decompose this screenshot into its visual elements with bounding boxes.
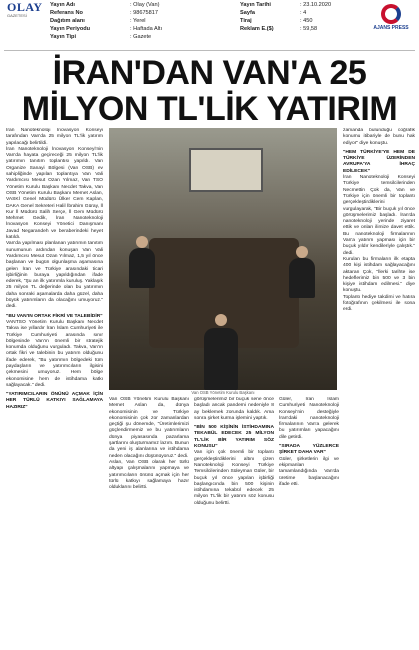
- meta-right: [240, 1, 331, 33]
- photo-person: [129, 248, 155, 288]
- meeting-photo: [109, 128, 337, 390]
- paragraph: Van OSB Yönetim Kurulu Başkanı Memet Aslan da, dünya ekonomisinin ve Türkiye ekonomisinin çok zor zamanlardan geçtiği şu dönemde, "Üretimlerimizi güçlendirmemiz ve bu yatırımların dünya piyasasında pazarlama şartlarını oluşturmamız lazım. Bunun da yeni iş alanlarına ve istihdama neden olacağını düşünüyoruz." dedi.: [109, 397, 189, 459]
- paragraph: Aslan, Van OSB olarak her türlü altyapı çalışmalarını yapmaya ve yatırımcıların önünü açmak için her türlü katkıyı sağlamaya hazır olduklarını belirtti.: [109, 459, 189, 491]
- photo-caption: Van OSB Yönetim Kurulu Başkanı: [191, 390, 255, 395]
- paragraph: Van'da yapılması planlanan yatırımın tanıtım sunumunun ardından konuşan Van Vali Yardımcısı Mesut Ozan Yılmaz, 1,5 yıl önce başlanan ve bugün olgunlaşma aşamasına gelen İran ve Türkiye arasındaki ticari işbirliğinin buraya yapıldığından ifade ederek, "Şu an ilk yatırımla kuruluş. Yaklaşık 25 milyon TL değerinde olan bu yatırımın daha sonraki aşamalarda daha güzel, daha büyük yatırımların da olacağını umuyoruz." dedi.: [6, 241, 103, 310]
- agency-circle-icon: [381, 4, 401, 24]
- photo-person-head: [136, 236, 148, 248]
- subheading: "BU VAN'IN ORTAK FİKRİ VE TALEBİDİR": [6, 313, 103, 319]
- photo-person-head: [215, 314, 227, 326]
- paragraph: Güler, şirketlerin ilgi ve ekipmanları tamamlandığında Van'da üretime başlanacağını ifade etti.: [279, 456, 339, 487]
- headline-line-2: MİLYON TL'LİK YATIRIM: [21, 90, 398, 128]
- photo-person: [204, 328, 238, 390]
- logo-main-text: OLAY: [7, 0, 43, 14]
- article-column-d: [279, 397, 339, 646]
- paragraph: Toplantı hediye takdimi ve hatıra fotoğrafının çekilmesi ile sona erdi.: [343, 294, 415, 313]
- paragraph: Güler, İran İslam Cumhuriyeti Nanoteknoloji Konseyi'nin desteğiyle İran'daki nanoteknoloji firmalarının Van'a gelerek bu yatırımları yapacağını dile getirdi.: [279, 397, 339, 440]
- header-divider: [4, 50, 415, 51]
- paragraph: İran Nanoteknoloji İnovasyon Konseyi'nin Van'da hayata geçireceği 25 milyon TL'lik yatırımın tanıtım toplantısı yapıldı. Van Organize Sanayi Bölgesi (Van OSB) ev sahipliğinde yapılan toplantıya Van Vali Yardımcısı Mesut Ozan Yılmaz, Van TSO Yönetim Kurulu Başkanı Necdet Takva, Van OSB Yönetim Kurulu Başkanı Memet Aslan, VASKİ Genel Müdürü Ülker Cem Kaplan, DAKA Genel Sekreteri Halil İbrahim Güray, İl Kur İl Müdürü Salih Serçe, İl Gem Müdürü Mehmet Gedik, İran Nanoteknoloji İnovasyon Konseyi Yönetici Danışmanı Javad Negarandeh ve beraberindeki heyet katıldı.: [6, 146, 103, 241]
- photo-person: [289, 258, 315, 298]
- meta-row: Yayın Tipi : Gazete: [50, 34, 152, 40]
- paragraph: İran Nanoteknoloji Konseyi Türkiye temsilcilerinden Necmettin Çok da, Van ve Türkiye için önemli bir toplantı gerçekleştirdiklerini vurgulayarak, "Bir buçuk yıl önce görüşmelerimiz başladı. İran'da nanoteknoloji yerinde ziyaret ettik ve onları ilimize davet ettik. Bu nanoteknoloji firmalarının Van'a yatırım yapması için bir buçuk yıldır kendileriyle çalıştık." dedi.: [343, 175, 415, 256]
- paragraph: Kurulan bu firmaların ilk etapta 400 kişi istihdam sağlayacağını aktaran Çok, "İlerki tarihte ise hedeflerimiz bin 500 ve 3 bin kişiye istihdam edilmesi." diye konuştu.: [343, 256, 415, 294]
- article-column-a: [6, 128, 103, 646]
- paragraph: İran Nanoteknoloji İnovasyon Konseyi tarafından Van'da 25 milyon TL'lik yatırım yapılacağı belirtildi.: [6, 128, 103, 146]
- meta-row: Yayın Adı : Olay (Van): [50, 2, 160, 8]
- paragraph: Van için çok önemli bir toplantı gerçekleştirdiklerini altını çizen Nanoteknoloji Konseyi Türkiye Temsilcilerinden Süleyman Güler, bir buçuk yıl önce yapılan işbirliği başlangıcında bin 500 kişinin istihdamına tekabül edecek 25 milyon TL'lik bir yatırım söz konusu olduğunu belirtti.: [194, 450, 274, 506]
- meta-row: Yayın Tarihi : 23.10.2020: [240, 2, 332, 8]
- meta-row: Reklam E.($) : 59,58: [240, 26, 318, 32]
- article-column-b: [109, 397, 189, 646]
- agency-label: AJANS PRESS: [373, 25, 409, 31]
- headline-line-1: İRAN'DAN VAN'A 25: [52, 54, 367, 92]
- subheading: "YATIRIMCILARIN ÖNÜNÜ AÇMAK İÇİN HER TÜRLÜ KATKIYI SAĞLAMAYA HAZIRIZ": [6, 392, 103, 410]
- meta-row: Sayfa : 4: [240, 10, 307, 16]
- paragraph: görüşmelerimiz bir buçuk sene önce başladı ancak pandemi nedeniyle 8 ay beklemek zorunda kaldık. Ama sonra şirket kurma işlemini yaptık.: [194, 397, 274, 421]
- subheading: "BİN 500 KİŞİNİN İSTİHDAMINA TEKABÜL EDECEK 25 MİLYON TL'LİK BİR YATIRIM SÖZ KONUSU": [194, 425, 274, 450]
- subheading: "HEM TÜRKİYE'YE HEM DE TÜRKİYE ÜZERİNDEN AVRUPA'YA İHRAÇ EDİLECEK": [343, 149, 415, 174]
- article-column-c: [194, 397, 274, 646]
- meta-row: Dağıtım alanı : Yerel: [50, 18, 146, 24]
- meta-left: [50, 1, 162, 41]
- logo-sub-text: GAZETESİ: [7, 13, 27, 18]
- meta-row: Tiraj : 450: [240, 18, 313, 24]
- meta-row: Referans No : 98675817: [50, 10, 158, 16]
- photo-screen: [189, 148, 263, 192]
- subheading: "SIRADA YÜZLERCE ŞİRKET DAHA VAR": [279, 444, 339, 456]
- agency-logo: [366, 4, 416, 31]
- article-column-e: [343, 128, 415, 646]
- photo-person-head: [296, 246, 308, 258]
- newspaper-logo: [7, 2, 43, 18]
- paragraph: VANTSO Yönetim Kurulu Başkanı Necdet Takva ise yıllardır İran İslam Cumhuriyeti ile Türkiye Cumhuriyeti arasında sınır bölgesinde Van'ın önemli bir stratejik konumda olduğunu vurguladı. Takva, Van'ın ortak fikri ve talebinin bu yatırım olduğunu ifade ederek, "Bu yatırımın bölgedeki tüm paydaşların ve yatırımcıların ilgisini çekmesini umuyoruz. Hem bölge ekonomisine hem de istihdama katkı sağlayacak." dedi.: [6, 319, 103, 388]
- paragraph: zamanda bulunduğu coğrafik konumu itibariyle de bunu hak ediyor" diye konuştu.: [343, 128, 415, 146]
- meta-row: Yayın Periyodu : Haftada Altı: [50, 26, 163, 32]
